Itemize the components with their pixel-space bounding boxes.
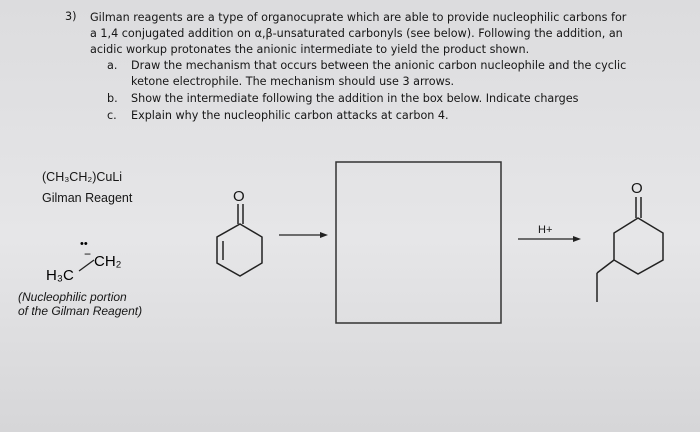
ch2-label: CH₂ [94, 253, 122, 270]
reagent-formula: (CH₃CH₂)CuLi [42, 170, 123, 184]
part-a-line-1: Draw the mechanism that occurs between the anionic carbon nucleophile and the cyclic [131, 59, 627, 72]
reagent-name: Gilman Reagent [42, 191, 133, 205]
product-oxygen: O [631, 180, 643, 197]
question-number: 3) [65, 10, 77, 23]
part-a-line-2: ketone electrophile. The mechanism should use 3 arrows. [131, 75, 455, 88]
cyclohexenone [217, 188, 262, 276]
negative-charge: − [84, 247, 92, 261]
ethyl-carbanion [46, 238, 122, 284]
ch3-ch2-bond [79, 260, 94, 271]
nucleophile-caption-line-1: (Nucleophilic portion [18, 290, 127, 304]
part-c-letter: c. [107, 109, 117, 122]
intermediate-box[interactable] [336, 162, 501, 323]
part-c-line-1: Explain why the nucleophilic carbon attacks at carbon 4. [131, 109, 449, 122]
nucleophile-caption-line-2: of the Gilman Reagent) [18, 304, 143, 318]
reactant-oxygen: O [233, 188, 245, 205]
part-b-line-1: Show the intermediate following the addition in the box below. Indicate charges [131, 92, 579, 105]
part-a-letter: a. [107, 59, 118, 72]
h3c-label: H₃C [46, 267, 74, 284]
product-3-ethylcyclohexanone [597, 180, 663, 302]
question-line-2: a 1,4 conjugated addition on α,β-unsaturated carbonyls (see below). Following the addition, an [90, 27, 623, 40]
question-line-3: acidic workup protonates the anionic intermediate to yield the product shown. [90, 43, 530, 56]
part-b-letter: b. [107, 92, 118, 105]
lone-pair: •• [80, 238, 88, 250]
reaction-arrow-2 [518, 224, 581, 242]
reaction-arrow-1 [279, 232, 328, 238]
question-line-1: Gilman reagents are a type of organocuprate which are able to provide nucleophilic carbons for [90, 11, 627, 24]
acid-label: H+ [538, 224, 553, 236]
